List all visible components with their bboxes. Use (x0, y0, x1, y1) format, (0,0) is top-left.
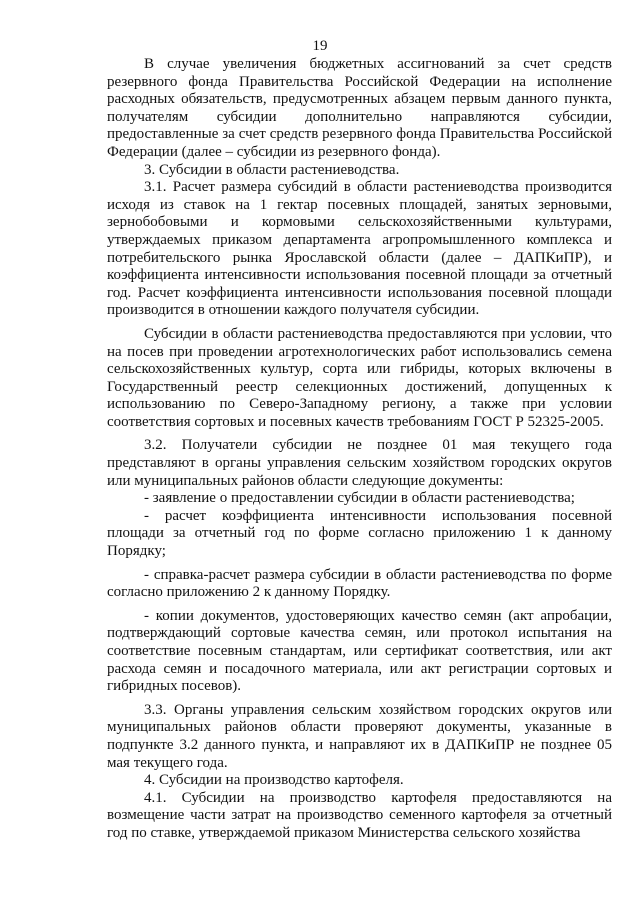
list-item-seed-quality-copies: - копии документов, удостоверяющих качество семян (акт апробации, подтверждающий сортовые качества семян, или протокол испытания на соответствие посевным стандартам, или сертификат соответствия, или акт расхода семян и посадочного материала, или акт регистрации сортовых и гибридных посевов). (107, 607, 612, 695)
paragraph-reserve-fund: В случае увеличения бюджетных ассигнований за счет средств резервного фонда Правительства Российской Федерации на исполнение расходных обязательств, предусмотренных абзацем первым данного пункта, получателям субсидии дополнительно направляются субсидии, предоставленные за счет средств резервного фонда Правительства Российской Федерации (далее – субсидии из резервного фонда). (107, 56, 612, 160)
paragraph-4-1-potato-subsidies: 4.1. Субсидии на производство картофеля предоставляются на возмещение части затрат на производство семенного картофеля за отчетный год по ставке, утверждаемой приказом Министерства сельского хозяйства (107, 789, 612, 841)
document-body (107, 56, 612, 843)
page-number: 19 (312, 38, 328, 54)
section-heading-potato-production: 4. Субсидии на производство картофеля. (144, 772, 404, 789)
paragraph-3-3-verification: 3.3. Органы управления сельским хозяйством городских округов или муниципальных районов области проверяют документы, указанные в подпункте 3.2 данного пункта, и направляют их в ДАПКиПР не позднее 05 мая текущего года. (107, 701, 612, 771)
list-item-application: - заявление о предоставлении субсидии в области растениеводства; (144, 490, 575, 507)
list-item-coefficient-calculation: - расчет коэффициента интенсивности использования посевной площади за отчетный год по форме согласно приложению 1 к данному Порядку; (107, 507, 612, 560)
paragraph-subsidy-conditions: Субсидии в области растениеводства предоставляются при условии, что на посев при проведении агротехнологических работ использовались семена сельскохозяйственных культур, сорта или гибриды, которых включены в Государственный реестр селекционных достижений, допущенных к использованию по Северо-Западному региону, а также при условии соответствия сортовых и посевных качеств требованиям ГОСТ Р 52325-2005. (107, 325, 612, 430)
paragraph-3-2-recipients: 3.2. Получатели субсидии не позднее 01 мая текущего года представляют в органы управления сельским хозяйством городских округов или муниципальных районов области следующие документы: (107, 437, 612, 489)
paragraph-3-1-calculation: 3.1. Расчет размера субсидий в области растениеводства производится исходя из ставок на 1 гектар посевных площадей, занятых зерновыми, зернобобовыми и кормовыми сельскохозяйственными культурами, утверждаемых приказом департамента агропромышленного комплекса и потребительского рынка Ярославской области (далее – ДАПКиПР), и коэффициента интенсивности использования посевной площади за отчетный год. Расчет коэффициента интенсивности использования посевной площади производится в отношении каждого получателя субсидии. (107, 179, 612, 319)
section-heading-crop-production: 3. Субсидии в области растениеводства. (144, 161, 400, 178)
list-item-calculation-certificate: - справка-расчет размера субсидии в области растениеводства по форме согласно приложению 2 к данному Порядку. (107, 566, 612, 601)
